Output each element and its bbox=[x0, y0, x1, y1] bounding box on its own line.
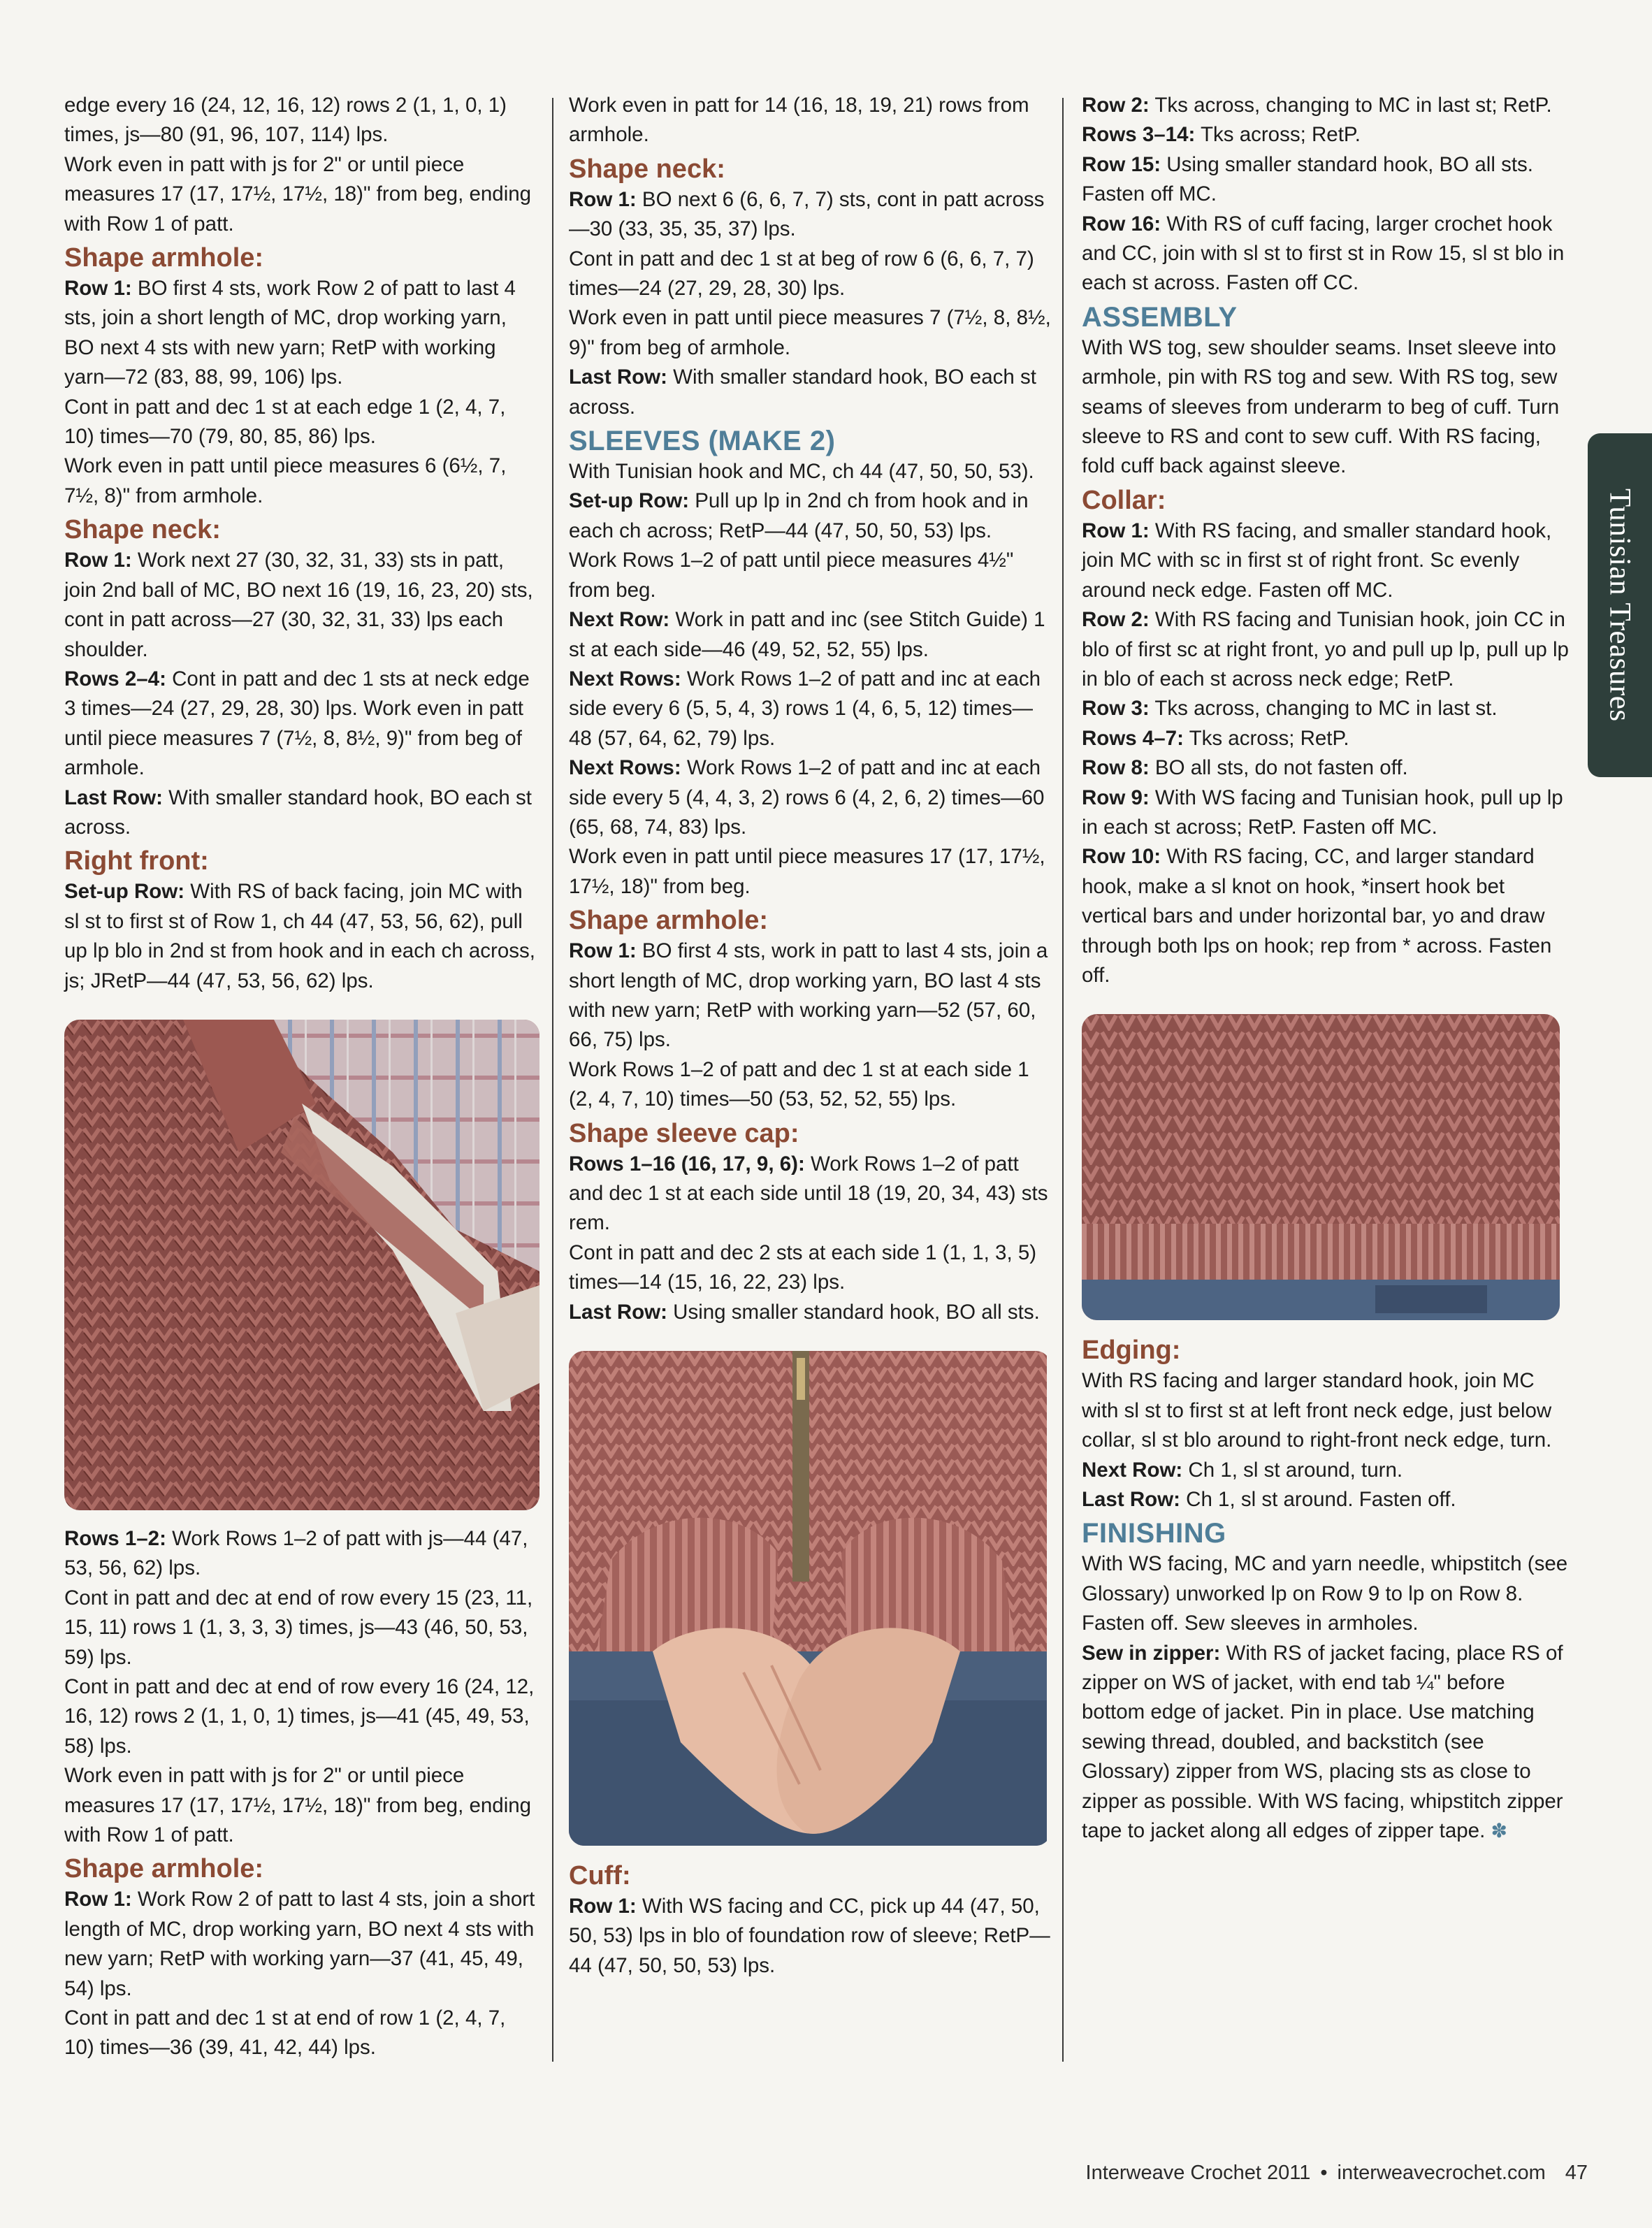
row-label: Row 3: bbox=[1082, 697, 1150, 721]
instruction-text: With RS facing, and smaller standard hook, join MC with sc in first st of right front. Sc evenly around neck edge. Fasten off MC. bbox=[1082, 519, 1552, 602]
instruction bbox=[569, 185, 1051, 245]
row-label: Row 1: bbox=[569, 939, 637, 963]
page-number: 47 bbox=[1565, 2162, 1588, 2184]
paragraph: Work even in patt until piece measures 7 (7½, 8, 8½, 9)" from beg of armhole. bbox=[569, 306, 1051, 359]
instruction bbox=[1082, 724, 1571, 753]
sleeves-hands-photo bbox=[569, 1351, 1051, 1846]
instruction bbox=[1082, 1485, 1571, 1514]
instruction-text: Tks across, changing to MC in last st; RetP. bbox=[1149, 94, 1552, 117]
instruction bbox=[64, 1524, 539, 1584]
paragraph: Work even in patt until piece measures 17 (17, 17½, 17½, 18)" from beg. bbox=[569, 845, 1045, 898]
instruction-text: With smaller standard hook, BO each st across. bbox=[569, 366, 1036, 419]
instruction-text: Work Row 2 of patt to last 4 sts, join a short length of MC, drop working yarn, BO next 4 sts with new yarn; RetP with working yarn—37 (41, 45, 49, 54) lps. bbox=[64, 1888, 535, 2000]
instruction-text: BO first 4 sts, work Row 2 of patt to last 4 sts, join a short length of MC, drop working yarn, BO next 4 sts with new yarn; RetP with working yarn—72 (83, 88, 99, 106) lps. bbox=[64, 277, 516, 389]
instruction-text: With smaller standard hook, BO each st across. bbox=[64, 786, 532, 839]
side-tab-label: Tunisian Treasures bbox=[1603, 489, 1637, 722]
instruction bbox=[1082, 753, 1571, 783]
row-label: Rows 3–14: bbox=[1082, 123, 1196, 147]
section-heading: SLEEVES (MAKE 2) bbox=[569, 426, 836, 457]
row-label: Next Row: bbox=[1082, 1458, 1183, 1482]
instruction-text: Ch 1, sl st around. Fasten off. bbox=[1180, 1488, 1456, 1511]
instruction-text: With WS facing and CC, pick up 44 (47, 50, 50, 53) lps in blo of foundation row of sleeve; RetP—44 (47, 50, 50, 53) lps. bbox=[569, 1895, 1050, 1977]
row-label: Row 1: bbox=[64, 549, 132, 572]
section-heading: FINISHING bbox=[1082, 1518, 1226, 1549]
instruction bbox=[64, 783, 539, 843]
row-label: Rows 1–16 (16, 17, 9, 6): bbox=[569, 1152, 805, 1176]
row-label: Row 15: bbox=[1082, 152, 1161, 176]
instruction-text: Work Rows 1–2 of patt and inc at each side every 6 (5, 5, 4, 3) rows 1 (4, 6, 5, 12) times—48 (57, 64, 62, 79) lps. bbox=[569, 667, 1041, 750]
instruction-text: Cont in patt and dec 1 sts at neck edge 3 times—24 (27, 29, 28, 30) lps. Work even in patt until piece measures 7 (7½, 8, 8½, 9)" from beg of armhole. bbox=[64, 667, 530, 780]
instruction bbox=[64, 877, 539, 996]
instruction bbox=[569, 665, 1051, 753]
instruction bbox=[569, 1298, 1051, 1327]
paragraph: Work Rows 1–2 of patt until piece measures 4½" from beg. bbox=[569, 549, 1014, 602]
hem-photo-illustration bbox=[1082, 1014, 1560, 1320]
section-heading: Shape armhole: bbox=[569, 906, 769, 936]
column-3 bbox=[1082, 91, 1571, 1846]
instruction-text: BO next 6 (6, 6, 7, 7) sts, cont in patt across—30 (33, 35, 35, 37) lps. bbox=[569, 187, 1045, 241]
instruction bbox=[64, 274, 539, 393]
instruction-text: Using smaller standard hook, BO all sts. bbox=[667, 1300, 1040, 1324]
row-label: Last Row: bbox=[1082, 1488, 1180, 1511]
instruction bbox=[1082, 1639, 1571, 1846]
instruction bbox=[569, 363, 1051, 422]
row-label: Rows 4–7: bbox=[1082, 726, 1184, 750]
publication-name: Interweave Crochet 2011 bbox=[1085, 2162, 1311, 2184]
row-label: Next Rows: bbox=[569, 756, 681, 780]
instruction-text: Ch 1, sl st around, turn. bbox=[1182, 1458, 1403, 1482]
paragraph: Cont in patt and dec 1 st at end of row 1 (2, 4, 7, 10) times—36 (39, 41, 42, 44) lps. bbox=[64, 2006, 506, 2060]
instruction bbox=[569, 1892, 1051, 1981]
section-heading: Edging: bbox=[1082, 1336, 1181, 1366]
instruction bbox=[64, 665, 539, 783]
instruction-text: With RS of cuff facing, larger crochet hook and CC, join with sl st to first st in Row 15, sl st blo in each st across. Fasten off CC. bbox=[1082, 212, 1565, 295]
instruction-text: Work next 27 (30, 32, 31, 33) sts in patt, join 2nd ball of MC, BO next 16 (19, 16, 23, 20) sts, cont in patt across—27 (30, 32, 31, 33) lps each shoulder. bbox=[64, 549, 533, 661]
instruction-text: Work Rows 1–2 of patt with js—44 (47, 53, 56, 62) lps. bbox=[64, 1526, 528, 1580]
instruction-text: With RS facing, CC, and larger standard hook, make a sl knot on hook, *insert hook bet vertical bars and under horizontal bar, yo and draw through both lps on hook; rep from * across. Fasten off. bbox=[1082, 845, 1552, 987]
footer-separator: • bbox=[1320, 2162, 1328, 2184]
row-label: Next Rows: bbox=[569, 667, 681, 690]
paragraph: Work Rows 1–2 of patt and dec 1 st at each side 1 (2, 4, 7, 10) times—50 (53, 52, 52, 55) lps. bbox=[569, 1057, 1029, 1111]
row-label: Row 16: bbox=[1082, 212, 1161, 236]
instruction bbox=[1082, 783, 1571, 843]
section-heading: Shape sleeve cap: bbox=[569, 1118, 799, 1148]
column-2 bbox=[569, 91, 1051, 1981]
instruction-text: Pull up lp in 2nd ch from hook and in each ch across; RetP—44 (47, 50, 50, 53) lps. bbox=[569, 489, 1029, 542]
paragraph: With Tunisian hook and MC, ch 44 (47, 50, 50, 53). bbox=[569, 460, 1034, 484]
row-label: Last Row: bbox=[569, 366, 667, 389]
instruction-text: With RS facing and Tunisian hook, join CC in blo of first sc at right front, yo and pull up lp, pull up lp in blo of each st across neck edge; RetP. bbox=[1082, 608, 1569, 690]
row-label: Row 10: bbox=[1082, 845, 1161, 869]
paragraph: Cont in patt and dec 1 st at beg of row 6 (6, 6, 7, 7) times—24 (27, 29, 28, 30) lps. bbox=[569, 247, 1034, 301]
instruction-text: With RS of jacket facing, place RS of zipper on WS of jacket, with end tab ¼" before bottom edge of jacket. Pin in place. Use matching sewing thread, doubled, and backstitch (see Glossary) zipper from WS, placing sts as close to zipper as possible. With WS facing, whipstitch zipper tape to jacket along all edges of zipper tape. bbox=[1082, 1641, 1563, 1843]
row-label: Rows 2–4: bbox=[64, 667, 166, 690]
paragraph: Cont in patt and dec at end of row every 15 (23, 11, 15, 11) rows 1 (1, 3, 3, 3) times, js—43 (46, 50, 53, 59) lps. bbox=[64, 1586, 533, 1669]
paragraph: Work even in patt with js for 2" or until piece measures 17 (17, 17½, 17½, 18)" from beg, ending with Row 1 of patt. bbox=[64, 152, 532, 236]
section-side-tab bbox=[1588, 433, 1652, 777]
paragraph: With RS facing and larger standard hook, join MC with sl st to first st at left front neck edge, just below collar, sl st blo around to right-front neck edge, turn. bbox=[1082, 1369, 1552, 1452]
paragraph: Cont in patt and dec 2 sts at each side 1 (1, 1, 3, 5) times—14 (15, 16, 22, 23) lps. bbox=[569, 1240, 1037, 1294]
collar-photo-illustration bbox=[64, 1020, 539, 1510]
sleeves-photo-illustration bbox=[569, 1351, 1047, 1846]
paragraph: With WS tog, sew shoulder seams. Inset sleeve into armhole, pin with RS tog and sew. With RS tog, sew seams of sleeves from underarm to beg of cuff. Turn sleeve to RS and cont to sew cuff. With RS facing, fold cuff back against sleeve. bbox=[1082, 335, 1560, 478]
instruction-text: Work Rows 1–2 of patt and inc at each side every 5 (4, 4, 3, 2) rows 6 (4, 2, 6, 2) times—60 (65, 68, 74, 83) lps. bbox=[569, 756, 1045, 839]
collar-closeup-photo bbox=[64, 1020, 539, 1510]
instruction bbox=[569, 486, 1051, 546]
instruction bbox=[1082, 91, 1571, 120]
instruction-text: BO first 4 sts, work in patt to last 4 sts, join a short length of MC, drop working yarn, BO last 4 sts with new yarn; RetP with working yarn—52 (57, 60, 66, 75) lps. bbox=[569, 939, 1048, 1052]
paragraph: Work even in patt with js for 2" or until piece measures 17 (17, 17½, 17½, 18)" from beg, ending with Row 1 of patt. bbox=[64, 1764, 532, 1847]
row-label: Last Row: bbox=[64, 786, 163, 809]
instruction-text: With WS facing and Tunisian hook, pull up lp in each st across; RetP. Fasten off MC. bbox=[1082, 786, 1563, 839]
column-1 bbox=[64, 91, 539, 2063]
page-footer bbox=[1086, 2162, 1588, 2185]
column-divider bbox=[1062, 98, 1064, 2062]
section-heading: Right front: bbox=[64, 846, 209, 876]
paragraph: Cont in patt and dec 1 st at each edge 1 (2, 4, 7, 10) times—70 (79, 80, 85, 86) lps. bbox=[64, 395, 506, 449]
section-heading: Shape neck: bbox=[64, 515, 221, 545]
instruction bbox=[1082, 605, 1571, 694]
row-label: Set-up Row: bbox=[569, 489, 690, 513]
instruction bbox=[569, 1150, 1051, 1238]
section-heading: ASSEMBLY bbox=[1082, 301, 1238, 333]
instruction-text: Tks across; RetP. bbox=[1183, 726, 1349, 750]
instruction-text: Tks across; RetP. bbox=[1195, 123, 1361, 147]
row-label: Sew in zipper: bbox=[1082, 1641, 1221, 1665]
row-label: Row 1: bbox=[64, 277, 132, 301]
instruction bbox=[1082, 210, 1571, 298]
row-label: Row 2: bbox=[1082, 608, 1150, 632]
instruction-text: Work in patt and inc (see Stitch Guide) 1 st at each side—46 (49, 52, 52, 55) lps. bbox=[569, 608, 1045, 661]
instruction-text: BO all sts, do not fasten off. bbox=[1149, 756, 1408, 780]
instruction-text: Using smaller standard hook, BO all sts. Fasten off MC. bbox=[1082, 152, 1533, 206]
instruction bbox=[1082, 694, 1571, 723]
paragraph: With WS facing, MC and yarn needle, whipstitch (see Glossary) unworked lp on Row 9 to lp on Row 8. Fasten off. Sew sleeves in armholes. bbox=[1082, 1552, 1568, 1635]
hem-closeup-photo bbox=[1082, 1014, 1560, 1320]
row-label: Row 1: bbox=[64, 1888, 132, 1911]
website: interweavecrochet.com bbox=[1337, 2162, 1546, 2184]
instruction bbox=[1082, 842, 1571, 990]
instruction bbox=[1082, 150, 1571, 210]
flower-ornament-icon: ✽ bbox=[1491, 1820, 1507, 1842]
row-label: Row 1: bbox=[1082, 519, 1150, 542]
row-label: Rows 1–2: bbox=[64, 1526, 166, 1550]
instruction bbox=[569, 753, 1051, 842]
row-label: Row 1: bbox=[569, 1895, 637, 1918]
instruction bbox=[64, 1885, 539, 2004]
instruction-text: Tks across, changing to MC in last st. bbox=[1149, 697, 1498, 721]
instruction bbox=[1082, 516, 1571, 605]
instruction-text: With RS of back facing, join MC with sl st to first st of Row 1, ch 44 (47, 53, 56, 62), pull up lp blo in 2nd st from hook and in each ch across, js; JRetP—44 (47, 53, 56, 62) lps. bbox=[64, 880, 535, 992]
section-heading: Collar: bbox=[1082, 485, 1166, 515]
instruction bbox=[64, 546, 539, 665]
paragraph: Work even in patt until piece measures 6 (6½, 7, 7½, 8)" from armhole. bbox=[64, 454, 507, 507]
row-label: Row 1: bbox=[569, 187, 637, 211]
row-label: Next Row: bbox=[569, 608, 670, 632]
section-heading: Shape armhole: bbox=[64, 1854, 264, 1884]
paragraph: Cont in patt and dec at end of row every 16 (24, 12, 16, 12) rows 2 (1, 1, 0, 1) times, js—41 (45, 49, 53, 58) lps. bbox=[64, 1675, 535, 1758]
row-label: Row 8: bbox=[1082, 756, 1150, 780]
row-label: Set-up Row: bbox=[64, 880, 185, 904]
row-label: Last Row: bbox=[569, 1300, 667, 1324]
row-label: Row 2: bbox=[1082, 94, 1150, 117]
paragraph: edge every 16 (24, 12, 16, 12) rows 2 (1, 1, 0, 1) times, js—80 (91, 96, 107, 114) lps. bbox=[64, 94, 507, 147]
column-divider bbox=[552, 98, 553, 2062]
section-heading: Shape armhole: bbox=[64, 243, 264, 273]
section-heading: Shape neck: bbox=[569, 154, 725, 184]
instruction bbox=[1082, 120, 1571, 150]
instruction bbox=[569, 936, 1051, 1055]
instruction bbox=[1082, 1456, 1571, 1485]
instruction bbox=[569, 605, 1051, 665]
row-label: Row 9: bbox=[1082, 786, 1150, 809]
instruction-text: Work Rows 1–2 of patt and dec 1 st at each side until 18 (19, 20, 34, 43) sts rem. bbox=[569, 1152, 1048, 1235]
paragraph: Work even in patt for 14 (16, 18, 19, 21) rows from armhole. bbox=[569, 94, 1029, 147]
section-heading: Cuff: bbox=[569, 1861, 631, 1891]
